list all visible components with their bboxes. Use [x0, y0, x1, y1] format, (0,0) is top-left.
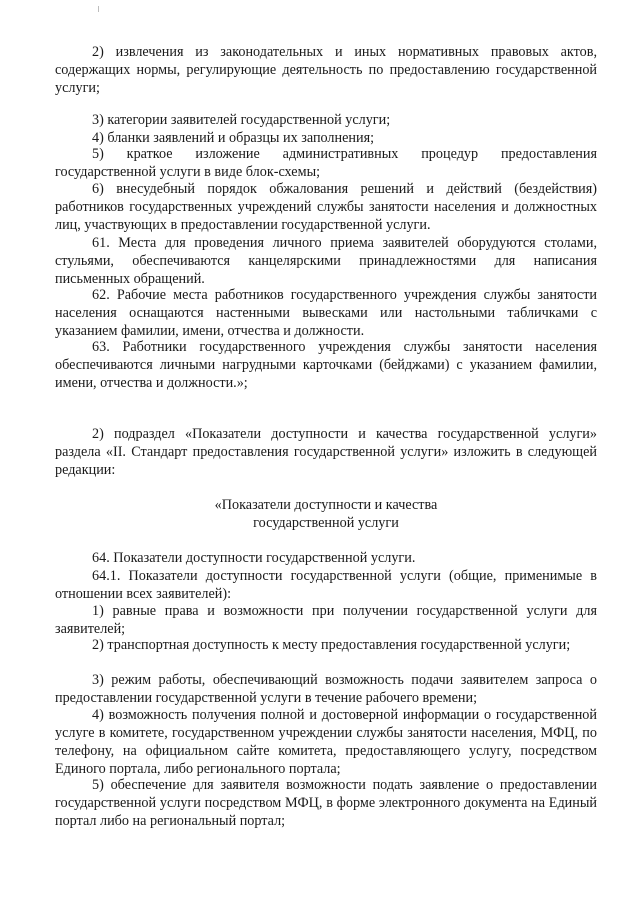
paragraph-point-4: 4) возможность получения полной и достоверной информации о государственной услуге в комитете, государственном учреждении службы занятости населения, МФЦ, по телефону, на официальном сайте комитета, предоставляющего услугу, посредством Единого портала, либо регионального портала; — [55, 707, 597, 777]
section-heading-line1: «Показатели доступности и качества — [214, 497, 438, 513]
paragraph-item-2: 2) извлечения из законодательных и иных нормативных правовых актов, содержащих нормы, регулирующие деятельность по предоставлению государственной услуги; — [55, 44, 597, 96]
scan-mark — [98, 6, 99, 12]
paragraph-63: 63. Работники государственного учреждения службы занятости населения обеспечиваются личными нагрудными карточками (бейджами) с указанием фамилии, имени, отчества и должности.»; — [55, 339, 597, 391]
paragraph-61: 61. Места для проведения личного приема заявителей оборудуются столами, стульями, обеспечиваются канцелярскими принадлежностями для написания письменных обращений. — [55, 235, 597, 287]
paragraph-item-4: 4) бланки заявлений и образцы их заполнения; — [92, 130, 375, 146]
paragraph-item-6: 6) внесудебный порядок обжалования решений и действий (бездействия) работников государственных учреждений службы занятости населения и должностных лиц, участвующих в предоставлении государственной услуги. — [55, 181, 597, 233]
paragraph-item-5: 5) краткое изложение административных процедур предоставления государственной услуги в виде блок-схемы; — [55, 146, 597, 180]
paragraph-point-3: 3) режим работы, обеспечивающий возможность подачи заявителем запроса о предоставлении государственной услуги в течение рабочего времени; — [55, 672, 597, 706]
paragraph-64-1: 64.1. Показатели доступности государственной услуги (общие, применимые в отношении всех заявителей): — [55, 568, 597, 602]
paragraph-point-5: 5) обеспечение для заявителя возможности подать заявление о предоставлении государственной услуги посредством МФЦ, в форме электронного документа на Единый портал либо на региональный портал; — [55, 777, 597, 829]
paragraph-item-3: 3) категории заявителей государственной услуги; — [92, 112, 391, 128]
paragraph-64: 64. Показатели доступности государственной услуги. — [92, 550, 416, 566]
paragraph-point-1: 1) равные права и возможности при получении государственной услуги для заявителей; — [55, 603, 597, 637]
paragraph-point-2: 2) транспортная доступность к месту предоставления государственной услуги; — [92, 637, 571, 653]
section-heading-line2: государственной услуги — [253, 515, 399, 531]
amendment-paragraph: 2) подраздел «Показатели доступности и качества государственной услуги» раздела «II. Стандарт предоставления государственной услуги» изложить в следующей редакции: — [55, 426, 597, 478]
paragraph-62: 62. Рабочие места работников государственного учреждения службы занятости населения оснащаются настенными вывесками или настольными табличками с указанием фамилии, имени, отчества и должности. — [55, 287, 597, 339]
